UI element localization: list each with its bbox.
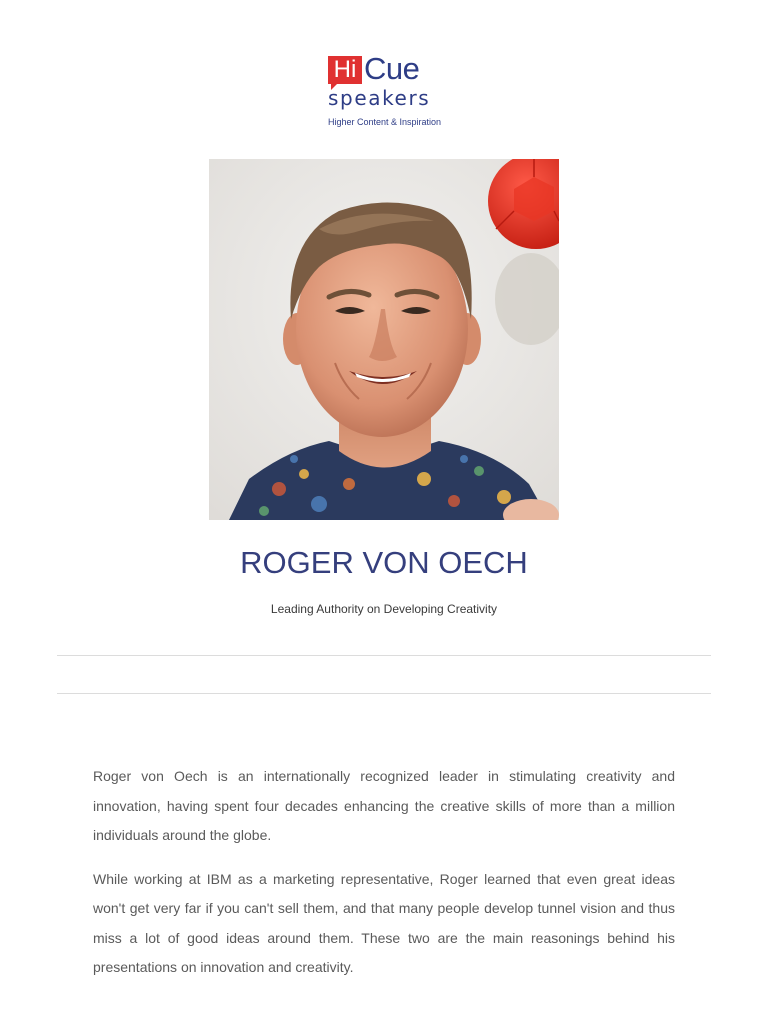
logo-cue-text: Cue [364,51,420,86]
divider [57,655,711,656]
logo-speakers-text: speakers [328,86,431,110]
speaker-bio [93,762,675,997]
speaker-tagline: Leading Authority on Developing Creativity [270,602,498,616]
speaker-photo [209,159,559,520]
bio-paragraph: While working at IBM as a marketing representative, Roger learned that even great ideas won't get very far if you can't sell them, and that many people develop tunnel vision and thus miss a lot of good ideas around them. These two are the main reasonings behind his presentations on innovation and creativity. [93,870,675,975]
speaker-name-heading: ROGER VON OECH [240,545,528,580]
logo-hi-speech-bubble: Hi [328,56,362,84]
divider [57,693,711,694]
bio-paragraph: Roger von Oech is an internationally recognized leader in stimulating creativity and innovation, having spent four decades enhancing the creative skills of more than a million individuals around the globe. [93,768,675,843]
logo-tagline: Higher Content & Inspiration [328,117,442,127]
hicue-speakers-logo [326,51,456,134]
